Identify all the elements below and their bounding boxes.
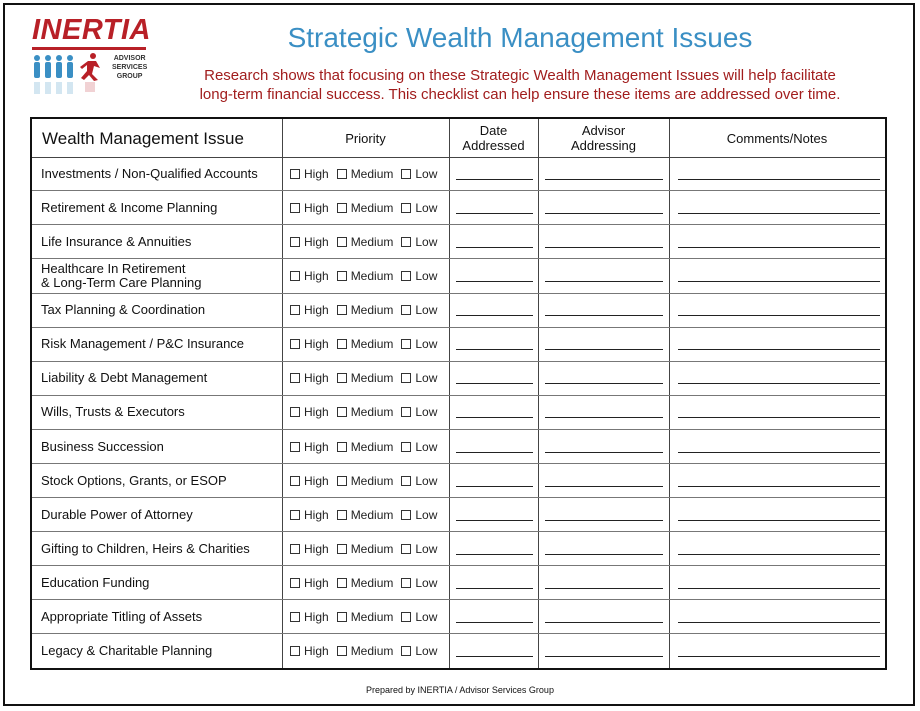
- date-addressed-field[interactable]: [456, 656, 533, 657]
- checkbox-icon: [290, 476, 300, 486]
- footer-credit: Prepared by INERTIA / Advisor Services Group: [366, 685, 554, 695]
- priority-option-label: High: [304, 235, 329, 250]
- priority-medium-checkbox[interactable]: [337, 269, 394, 283]
- checkbox-icon: [401, 237, 411, 247]
- priority-option-label: Medium: [350, 235, 394, 250]
- checkbox-icon: [337, 476, 347, 486]
- priority-option-label: Low: [415, 337, 438, 352]
- checkbox-icon: [290, 339, 300, 349]
- advisor-addressing-field[interactable]: [545, 554, 663, 555]
- date-addressed-field[interactable]: [456, 281, 533, 282]
- table-row: [32, 634, 885, 668]
- priority-medium-checkbox[interactable]: [337, 542, 394, 556]
- priority-low-checkbox[interactable]: [401, 576, 437, 590]
- checkbox-icon: [290, 271, 300, 281]
- priority-high-checkbox[interactable]: [290, 371, 329, 385]
- checkbox-icon: [337, 442, 347, 452]
- priority-option-label: High: [304, 269, 329, 284]
- checkbox-icon: [290, 305, 300, 315]
- priority-high-checkbox[interactable]: [290, 610, 329, 624]
- checkbox-icon: [337, 407, 347, 417]
- priority-option-label: Low: [415, 201, 438, 216]
- date-addressed-field[interactable]: [456, 213, 533, 214]
- priority-high-checkbox[interactable]: [290, 167, 329, 181]
- priority-option-label: Low: [415, 371, 438, 386]
- date-addressed-field[interactable]: [456, 383, 533, 384]
- priority-option-label: Low: [415, 167, 438, 181]
- checklist-table: [30, 117, 887, 670]
- priority-option-label: High: [304, 643, 329, 658]
- priority-option-label: Medium: [350, 269, 394, 284]
- checkbox-icon: [337, 203, 347, 213]
- priority-low-checkbox[interactable]: [401, 235, 437, 249]
- issue-label: Education Funding: [41, 574, 150, 590]
- issue-label: Liability & Debt Management: [41, 370, 208, 386]
- checkbox-icon: [337, 612, 347, 622]
- header-advisor: Advisor Addressing: [570, 123, 637, 153]
- checkbox-icon: [401, 612, 411, 622]
- advisor-addressing-field[interactable]: [545, 315, 663, 316]
- checkbox-icon: [290, 373, 300, 383]
- date-addressed-field[interactable]: [456, 622, 533, 623]
- priority-option-label: Medium: [350, 507, 394, 522]
- priority-medium-checkbox[interactable]: [337, 337, 394, 351]
- advisor-addressing-field[interactable]: [545, 417, 663, 418]
- priority-option-label: High: [304, 303, 329, 318]
- priority-option-label: Medium: [350, 439, 394, 454]
- comments-field[interactable]: [678, 179, 880, 180]
- checkbox-icon: [337, 646, 347, 656]
- date-addressed-field[interactable]: [456, 179, 533, 180]
- table-row: [32, 498, 885, 532]
- advisor-addressing-field[interactable]: [545, 588, 663, 589]
- checkbox-icon: [401, 544, 411, 554]
- issue-label: Appropriate Titling of Assets: [41, 608, 203, 624]
- advisor-addressing-field[interactable]: [545, 656, 663, 657]
- priority-options: [290, 361, 445, 395]
- priority-low-checkbox[interactable]: [401, 644, 437, 658]
- advisor-addressing-field[interactable]: [545, 520, 663, 521]
- priority-high-checkbox[interactable]: [290, 474, 329, 488]
- priority-option-label: High: [304, 167, 329, 181]
- priority-option-label: Medium: [350, 303, 394, 318]
- priority-option-label: High: [304, 439, 329, 454]
- checkbox-icon: [290, 646, 300, 656]
- priority-option-label: Medium: [350, 473, 394, 488]
- priority-medium-checkbox[interactable]: [337, 508, 394, 522]
- priority-high-checkbox[interactable]: [290, 440, 329, 454]
- priority-option-label: Low: [415, 473, 438, 488]
- header-comments: Comments/Notes: [726, 130, 828, 146]
- comments-field[interactable]: [678, 588, 880, 589]
- checkbox-icon: [337, 373, 347, 383]
- checkbox-icon: [337, 339, 347, 349]
- table-row: [32, 532, 885, 566]
- issue-label: Durable Power of Attorney: [41, 506, 193, 522]
- people-figures-icon: [30, 52, 110, 112]
- table-row: [32, 259, 885, 293]
- priority-option-label: Low: [415, 269, 438, 284]
- priority-options: [290, 395, 445, 429]
- priority-high-checkbox[interactable]: [290, 269, 329, 283]
- logo-wordmark: INERTIA: [32, 14, 151, 46]
- table-row: [32, 225, 885, 259]
- advisor-addressing-field[interactable]: [545, 281, 663, 282]
- priority-option-label: Medium: [350, 201, 394, 216]
- priority-options: [290, 191, 445, 225]
- date-addressed-field[interactable]: [456, 452, 533, 453]
- date-addressed-field[interactable]: [456, 417, 533, 418]
- header-date: Date Addressed: [462, 123, 525, 153]
- priority-low-checkbox[interactable]: [401, 405, 437, 419]
- priority-high-checkbox[interactable]: [290, 337, 329, 351]
- priority-medium-checkbox[interactable]: [337, 201, 394, 215]
- priority-option-label: Low: [415, 405, 438, 420]
- checkbox-icon: [401, 373, 411, 383]
- priority-low-checkbox[interactable]: [401, 167, 437, 181]
- priority-option-label: Low: [415, 643, 438, 658]
- priority-option-label: Medium: [350, 405, 394, 420]
- checkbox-icon: [401, 305, 411, 315]
- advisor-addressing-field[interactable]: [545, 452, 663, 453]
- priority-option-label: Low: [415, 507, 438, 522]
- priority-options: [290, 157, 445, 191]
- checkbox-icon: [337, 578, 347, 588]
- advisor-addressing-field[interactable]: [545, 179, 663, 180]
- checkbox-icon: [401, 169, 411, 179]
- priority-low-checkbox[interactable]: [401, 337, 437, 351]
- priority-options: [290, 464, 445, 498]
- issue-label: Wills, Trusts & Executors: [41, 404, 185, 420]
- date-addressed-field[interactable]: [456, 520, 533, 521]
- priority-high-checkbox[interactable]: [290, 576, 329, 590]
- priority-high-checkbox[interactable]: [290, 303, 329, 317]
- issue-label: Retirement & Income Planning: [41, 200, 218, 216]
- checkbox-icon: [401, 203, 411, 213]
- priority-low-checkbox[interactable]: [401, 440, 437, 454]
- issue-label: Legacy & Charitable Planning: [41, 642, 213, 658]
- checkbox-icon: [401, 442, 411, 452]
- table-row: [32, 395, 885, 429]
- table-header: [32, 119, 885, 158]
- priority-option-label: Low: [415, 541, 438, 556]
- comments-field[interactable]: [678, 656, 880, 657]
- checkbox-icon: [401, 476, 411, 486]
- priority-option-label: High: [304, 337, 329, 352]
- priority-options: [290, 327, 445, 361]
- priority-high-checkbox[interactable]: [290, 644, 329, 658]
- comments-field[interactable]: [678, 486, 880, 487]
- priority-low-checkbox[interactable]: [401, 610, 437, 624]
- priority-option-label: Low: [415, 235, 438, 250]
- comments-field[interactable]: [678, 383, 880, 384]
- date-addressed-field[interactable]: [456, 247, 533, 248]
- priority-option-label: High: [304, 541, 329, 556]
- priority-low-checkbox[interactable]: [401, 269, 437, 283]
- priority-option-label: Low: [415, 303, 438, 318]
- priority-option-label: Medium: [350, 541, 394, 556]
- priority-high-checkbox[interactable]: [290, 405, 329, 419]
- table-row: [32, 464, 885, 498]
- priority-option-label: High: [304, 473, 329, 488]
- priority-option-label: Medium: [350, 371, 394, 386]
- priority-medium-checkbox[interactable]: [337, 167, 394, 181]
- issue-label: Tax Planning & Coordination: [41, 302, 206, 318]
- issue-label: Life Insurance & Annuities: [41, 234, 192, 250]
- priority-option-label: High: [304, 507, 329, 522]
- table-row: [32, 600, 885, 634]
- checkbox-icon: [401, 339, 411, 349]
- issue-label: Investments / Non-Qualified Accounts: [41, 166, 258, 181]
- comments-field[interactable]: [678, 622, 880, 623]
- priority-high-checkbox[interactable]: [290, 542, 329, 556]
- priority-option-label: Low: [415, 609, 438, 624]
- comments-field[interactable]: [678, 281, 880, 282]
- priority-option-label: High: [304, 371, 329, 386]
- checkbox-icon: [401, 510, 411, 520]
- checkbox-icon: [337, 237, 347, 247]
- priority-high-checkbox[interactable]: [290, 235, 329, 249]
- date-addressed-field[interactable]: [456, 554, 533, 555]
- priority-option-label: Medium: [350, 337, 394, 352]
- comments-field[interactable]: [678, 520, 880, 521]
- table-row: [32, 157, 885, 191]
- priority-medium-checkbox[interactable]: [337, 610, 394, 624]
- priority-low-checkbox[interactable]: [401, 542, 437, 556]
- priority-option-label: Medium: [350, 609, 394, 624]
- comments-field[interactable]: [678, 349, 880, 350]
- table-row: [32, 430, 885, 464]
- advisor-addressing-field[interactable]: [545, 349, 663, 350]
- checkbox-icon: [337, 544, 347, 554]
- checkbox-icon: [337, 510, 347, 520]
- intro-text: Research shows that focusing on these Strategic Wealth Management Issues will help facilitate long-term financial success. This checklist can help ensure these items are addressed over time.: [199, 67, 841, 103]
- advisor-addressing-field[interactable]: [545, 383, 663, 384]
- priority-options: [290, 532, 445, 566]
- priority-option-label: Low: [415, 439, 438, 454]
- priority-medium-checkbox[interactable]: [337, 405, 394, 419]
- issue-label: Risk Management / P&C Insurance: [41, 336, 245, 352]
- priority-medium-checkbox[interactable]: [337, 576, 394, 590]
- checkbox-icon: [290, 203, 300, 213]
- priority-medium-checkbox[interactable]: [337, 440, 394, 454]
- checkbox-icon: [337, 305, 347, 315]
- comments-field[interactable]: [678, 554, 880, 555]
- priority-options: [290, 600, 445, 634]
- priority-high-checkbox[interactable]: [290, 201, 329, 215]
- priority-options: [290, 293, 445, 327]
- issue-label: Business Succession: [41, 438, 164, 454]
- checkbox-icon: [337, 271, 347, 281]
- priority-options: [290, 566, 445, 600]
- checkbox-icon: [401, 578, 411, 588]
- priority-options: [290, 430, 445, 464]
- priority-option-label: Low: [415, 575, 438, 590]
- priority-option-label: High: [304, 575, 329, 590]
- checkbox-icon: [290, 442, 300, 452]
- priority-low-checkbox[interactable]: [401, 474, 437, 488]
- priority-low-checkbox[interactable]: [401, 508, 437, 522]
- priority-option-label: Medium: [350, 643, 394, 658]
- checkbox-icon: [290, 169, 300, 179]
- comments-field[interactable]: [678, 213, 880, 214]
- table-row: [32, 191, 885, 225]
- date-addressed-field[interactable]: [456, 315, 533, 316]
- priority-medium-checkbox[interactable]: [337, 371, 394, 385]
- comments-field[interactable]: [678, 452, 880, 453]
- issue-label: Gifting to Children, Heirs & Charities: [41, 540, 250, 556]
- priority-options: [290, 634, 445, 668]
- date-addressed-field[interactable]: [456, 588, 533, 589]
- checkbox-icon: [290, 544, 300, 554]
- priority-option-label: High: [304, 609, 329, 624]
- header-priority: Priority: [345, 130, 386, 146]
- checkbox-icon: [290, 578, 300, 588]
- priority-options: [290, 498, 445, 532]
- priority-medium-checkbox[interactable]: [337, 235, 394, 249]
- date-addressed-field[interactable]: [456, 349, 533, 350]
- issue-label: Healthcare In Retirement & Long-Term Care Planning: [41, 261, 202, 291]
- priority-options: [290, 259, 445, 293]
- priority-low-checkbox[interactable]: [401, 303, 437, 317]
- advisor-addressing-field[interactable]: [545, 486, 663, 487]
- advisor-addressing-field[interactable]: [545, 213, 663, 214]
- date-addressed-field[interactable]: [456, 486, 533, 487]
- logo-subtitle: ADVISOR SERVICES GROUP: [112, 55, 148, 80]
- table-row: [32, 566, 885, 600]
- comments-field[interactable]: [678, 247, 880, 248]
- priority-medium-checkbox[interactable]: [337, 303, 394, 317]
- advisor-addressing-field[interactable]: [545, 622, 663, 623]
- priority-medium-checkbox[interactable]: [337, 474, 394, 488]
- priority-medium-checkbox[interactable]: [337, 644, 394, 658]
- table-row: [32, 327, 885, 361]
- header-issue: Wealth Management Issue: [42, 128, 244, 148]
- checkbox-icon: [401, 646, 411, 656]
- page-title: Strategic Wealth Management Issues: [287, 22, 753, 53]
- checkbox-icon: [290, 612, 300, 622]
- comments-field[interactable]: [678, 417, 880, 418]
- priority-options: [290, 225, 445, 259]
- checkbox-icon: [401, 407, 411, 417]
- priority-option-label: High: [304, 201, 329, 216]
- priority-low-checkbox[interactable]: [401, 201, 437, 215]
- table-row: [32, 361, 885, 395]
- checkbox-icon: [290, 510, 300, 520]
- checkbox-icon: [337, 169, 347, 179]
- priority-high-checkbox[interactable]: [290, 508, 329, 522]
- priority-option-label: Medium: [350, 167, 394, 181]
- checkbox-icon: [290, 407, 300, 417]
- checkbox-icon: [290, 237, 300, 247]
- priority-option-label: High: [304, 405, 329, 420]
- advisor-addressing-field[interactable]: [545, 247, 663, 248]
- checkbox-icon: [401, 271, 411, 281]
- table-row: [32, 293, 885, 327]
- priority-low-checkbox[interactable]: [401, 371, 437, 385]
- issue-label: Stock Options, Grants, or ESOP: [41, 472, 227, 488]
- priority-option-label: Medium: [350, 575, 394, 590]
- comments-field[interactable]: [678, 315, 880, 316]
